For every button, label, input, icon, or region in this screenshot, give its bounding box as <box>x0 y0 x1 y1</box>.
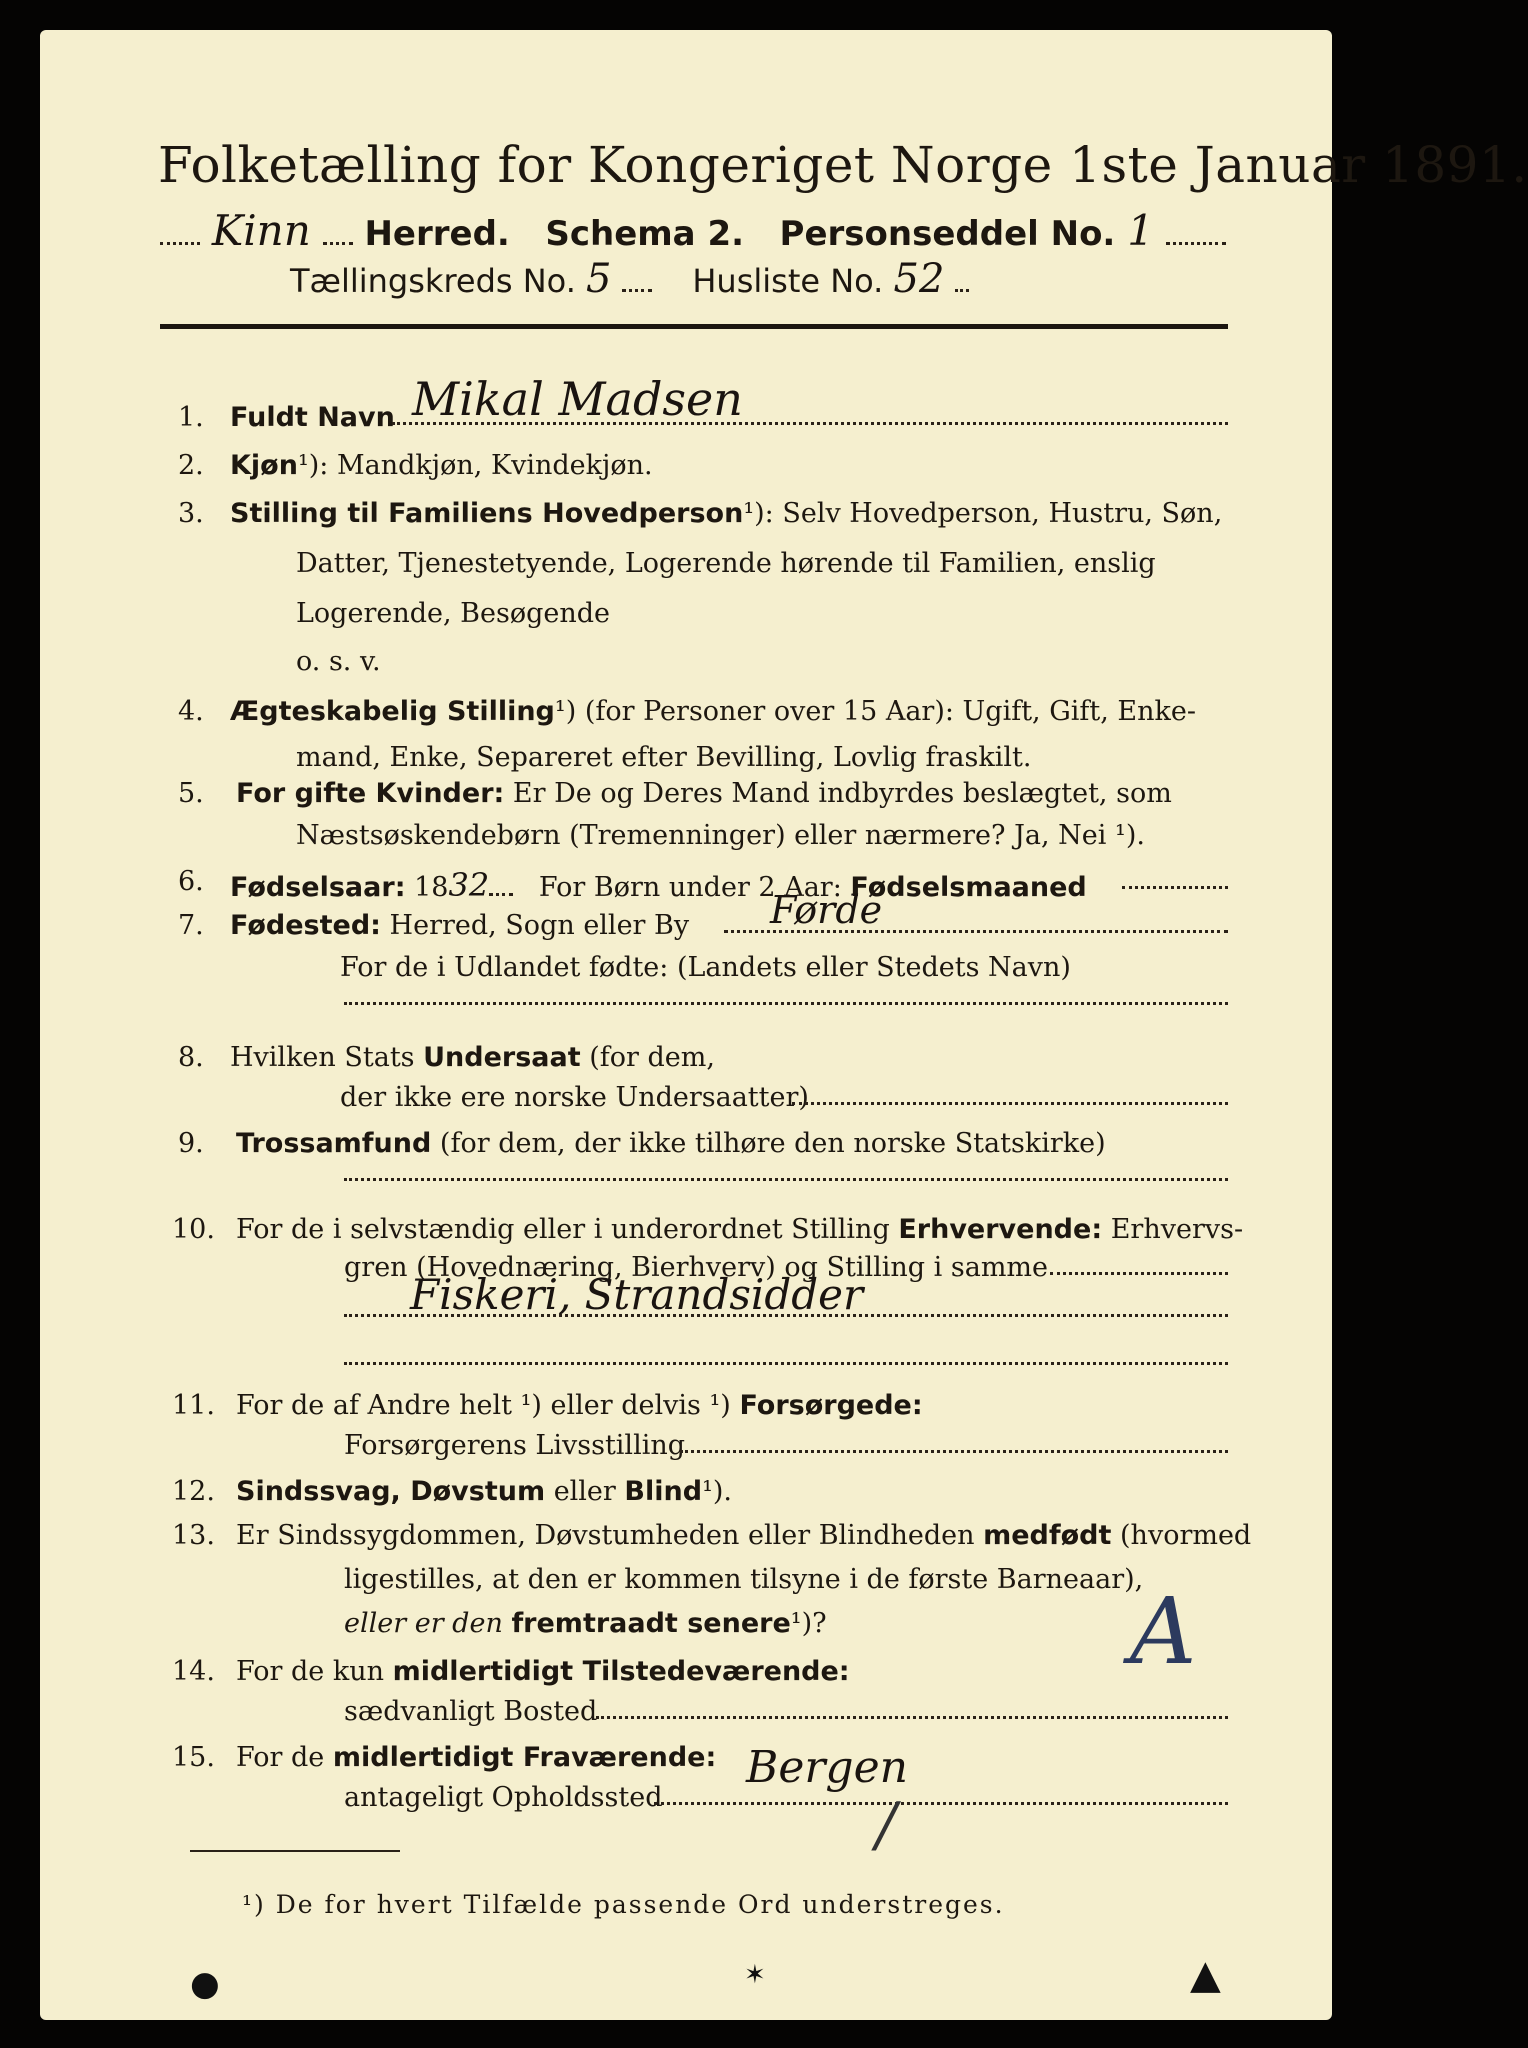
item-text: antageligt Opholdssted <box>344 1782 663 1813</box>
ink-triangle-icon: ▲ <box>1190 1952 1221 1998</box>
item-text: ¹) (for Personer over 15 Aar): Ugift, Gift, Enke- <box>554 696 1196 727</box>
item-label: Fødested: <box>230 910 381 941</box>
item-5 <box>236 778 1172 809</box>
item-text: ¹): Mandkjøn, Kvindekjøn. <box>297 450 653 481</box>
item-13-line3 <box>344 1608 827 1639</box>
footnote: ¹) De for hvert Tilfælde passende Ord understreges. <box>242 1890 1005 1919</box>
item-text: gren (Hovednæring, Bierhverv) og Stilling i samme <box>344 1252 1049 1283</box>
item-text: For de af Andre helt ¹) eller delvis ¹) <box>236 1390 731 1421</box>
item-text: For de <box>236 1742 325 1773</box>
item-text: ¹): Selv Hovedperson, Hustru, Søn, <box>743 498 1223 529</box>
ink-blot-icon: ● <box>190 1964 220 2004</box>
herred-value: Kinn <box>211 206 311 255</box>
item-label: Fuldt Navn <box>230 402 395 433</box>
item-text: eller <box>553 1476 616 1507</box>
month-fill-line <box>1122 886 1228 889</box>
header-rule <box>160 324 1228 329</box>
item-text: ¹). <box>702 1476 733 1507</box>
item-text: ligestilles, at den er kommen tilsyne i de første Barneaar), <box>344 1564 1144 1595</box>
husliste-value: 52 <box>893 256 945 302</box>
item-label: Sindssvag, Døvstum <box>236 1476 546 1507</box>
item-label: Stilling til Familiens Hovedperson <box>230 498 744 529</box>
census-form <box>40 30 1528 2020</box>
name-value: Mikal Madsen <box>412 372 743 426</box>
item-number: 14. <box>172 1656 215 1687</box>
item-8 <box>230 1042 715 1073</box>
handwritten-stroke-icon: / <box>876 1790 897 1860</box>
herred-line <box>160 206 1226 255</box>
item-number: 13. <box>172 1520 215 1551</box>
item-10 <box>236 1214 1243 1245</box>
item-9 <box>236 1128 1106 1159</box>
occupation-fill-line-3 <box>344 1362 1228 1365</box>
item-12 <box>236 1476 732 1507</box>
item-number: 9. <box>178 1128 204 1159</box>
item-text: Er Sindssygdommen, Døvstumheden eller Blindheden <box>236 1520 975 1551</box>
item-13 <box>236 1520 1251 1551</box>
item-text: Herred, Sogn eller By <box>389 910 690 941</box>
provider-fill-line <box>680 1450 1228 1453</box>
item-label: Undersaat <box>423 1042 581 1073</box>
taellingskreds-value: 5 <box>586 256 612 302</box>
husliste-label: Husliste No. <box>692 262 884 300</box>
item-number: 15. <box>172 1742 215 1773</box>
item-label: For gifte Kvinder: <box>236 778 505 809</box>
religion-fill-line <box>344 1178 1228 1181</box>
item-1 <box>230 402 395 433</box>
stay-fill-line <box>654 1802 1228 1805</box>
item-label: Blind <box>624 1476 703 1507</box>
item-text: (for dem, der ikke tilhøre den norske Statskirke) <box>439 1128 1106 1159</box>
item-text: For de i selvstændig eller i underordnet Stilling <box>236 1214 890 1245</box>
item-text: ¹)? <box>790 1608 827 1639</box>
item-text: 18 <box>414 872 449 903</box>
item-15 <box>236 1742 716 1773</box>
item-label: midlertidigt Tilstedeværende: <box>392 1656 850 1687</box>
item-label: Fødselsaar: <box>230 872 406 903</box>
item-text: sædvanligt Bosted <box>344 1696 598 1727</box>
item-label: fremtraadt senere <box>511 1608 791 1639</box>
foreign-fill-line <box>344 1002 1228 1005</box>
occupation-value: Fiskeri, Strandsidder <box>410 1270 864 1319</box>
item-text: (for dem, <box>589 1042 715 1073</box>
item-2 <box>230 450 653 481</box>
item-7 <box>230 910 689 941</box>
item-number: 10. <box>172 1214 215 1245</box>
personseddel-value: 1 <box>1127 206 1154 255</box>
item-text: For de i Udlandet fødte: (Landets eller Stedets Navn) <box>340 952 1071 983</box>
handwritten-mark-icon: A <box>1130 1578 1197 1685</box>
item-label: Trossamfund <box>236 1128 432 1159</box>
nationality-fill-line <box>792 1102 1228 1105</box>
item-6 <box>230 866 1087 904</box>
item-text: Datter, Tjenestetyende, Logerende hørende til Familien, enslig <box>296 548 1156 579</box>
item-number: 1. <box>178 402 204 433</box>
personseddel-label: Personseddel No. <box>779 214 1116 254</box>
item-text: (hvormed <box>1120 1520 1252 1551</box>
item-14 <box>236 1656 850 1687</box>
item-number: 3. <box>178 498 204 529</box>
occupation-fill-line-1 <box>1050 1272 1228 1275</box>
schema-label: Schema 2. <box>545 214 745 254</box>
item-number: 2. <box>178 450 204 481</box>
item-text: eller er den <box>344 1608 503 1639</box>
item-text: Er De og Deres Mand indbyrdes beslægtet, som <box>512 778 1172 809</box>
item-number: 8. <box>178 1042 204 1073</box>
item-number: 12. <box>172 1476 215 1507</box>
item-label: medfødt <box>983 1520 1112 1551</box>
item-label: Kjøn <box>230 450 298 481</box>
item-number: 4. <box>178 696 204 727</box>
item-text: mand, Enke, Separeret efter Bevilling, Lovlig fraskilt. <box>296 742 1032 773</box>
birthplace-value: Førde <box>770 888 883 932</box>
item-text: For Børn under 2 Aar: <box>538 872 842 903</box>
item-text: Forsørgerens Livsstilling <box>344 1430 686 1461</box>
taellingskreds-line <box>290 256 969 302</box>
item-number: 5. <box>178 778 204 809</box>
item-label: Forsørgede: <box>739 1390 923 1421</box>
item-11 <box>236 1390 923 1421</box>
stay-value: Bergen <box>746 1742 908 1793</box>
item-4 <box>230 696 1196 727</box>
item-label: Fødselsmaaned <box>850 872 1087 903</box>
item-text: Logerende, Besøgende <box>296 598 610 629</box>
herred-label: Herred. <box>364 214 510 254</box>
item-text: Næstsøskendebørn (Tremenninger) eller nærmere? Ja, Nei ¹). <box>296 820 1145 851</box>
footnote-rule <box>190 1850 400 1852</box>
item-number: 6. <box>178 866 204 897</box>
item-text: Erhvervs- <box>1110 1214 1244 1245</box>
item-text: der ikke ere norske Undersaatter) <box>340 1082 809 1113</box>
item-label: midlertidigt Fraværende: <box>332 1742 717 1773</box>
residence-fill-line <box>596 1716 1228 1719</box>
item-label: Ægteskabelig Stilling <box>230 696 555 727</box>
item-text: Hvilken Stats <box>230 1042 415 1073</box>
item-number: 11. <box>172 1390 215 1421</box>
item-3 <box>230 498 1222 529</box>
item-number: 7. <box>178 910 204 941</box>
taellingskreds-label: Tællingskreds No. <box>290 262 576 300</box>
form-title: Folketælling for Kongeriget Norge 1ste Januar 1891. <box>158 136 1528 194</box>
item-text: o. s. v. <box>296 646 381 677</box>
item-label: Erhvervende: <box>898 1214 1103 1245</box>
item-text: For de kun <box>236 1656 384 1687</box>
star-mark-icon: ✶ <box>744 1960 766 1990</box>
birth-year-value: 32 <box>448 866 490 904</box>
